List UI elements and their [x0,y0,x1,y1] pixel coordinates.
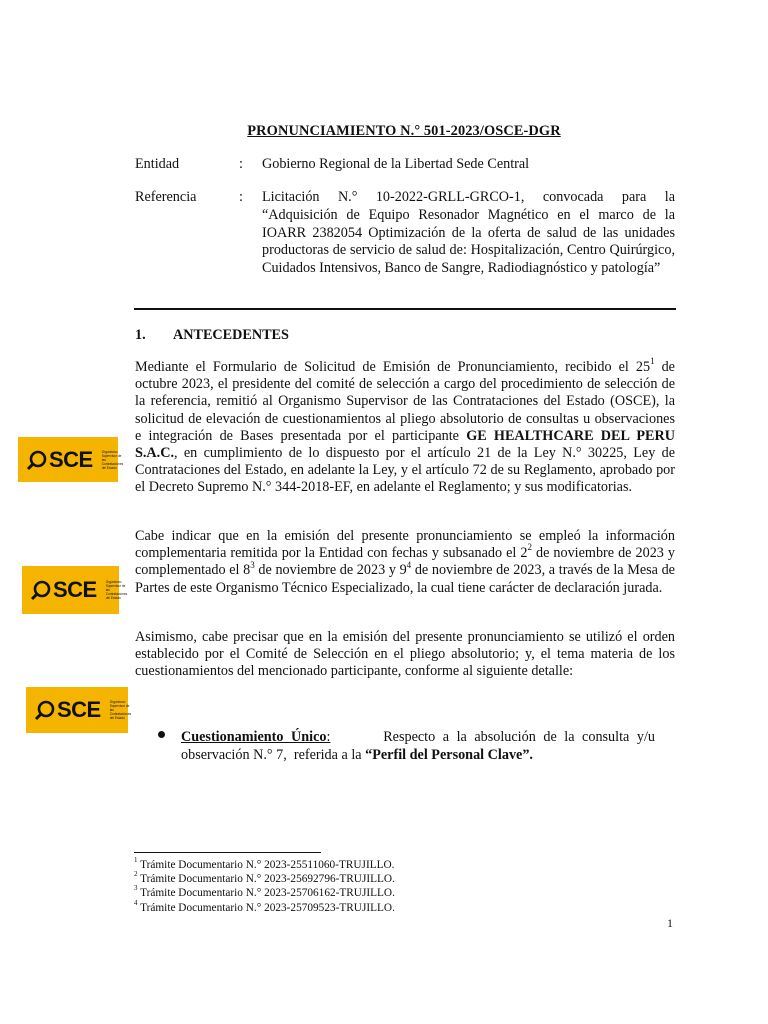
magnifier-icon [30,579,52,601]
osce-logo: SCE Organismo Supervisor de las Contrataciones del Estado [22,566,119,614]
referencia-value: Licitación N.° 10-2022-GRLL-GRCO-1, convocada para la “Adquisición de Equipo Resonador Magnético en el marco de la IOARR 2382054 Optimización de la oferta de salud de las unidades productoras de servicio de salud de: Hospitalización, Centro Quirúrgico, Cuidados Intensivos, Banco de Sangre, Radiodiagnóstico y patología” [262,189,675,277]
footnote-ref-4: 4 [406,559,412,570]
entidad-value: Gobierno Regional de la Libertad Sede Central [262,156,530,172]
footnote-ref-3: 3 [250,559,255,570]
footnote-4: $^4$ Trámite Documentario N.° 2023-25709523-TRUJILLO. [134,899,395,914]
magnifier-icon [34,699,56,721]
footnote-divider [134,852,321,853]
entidad-colon: : [239,156,243,172]
paragraph-antecedentes-1: Mediante el Formulario de Solicitud de Emisión de Pronunciamiento, recibido el $25^1$ de octubre 2023, el presidente del comité de selección a cargo del procedimiento de selección de la referencia, remitió al Organismo Supervisor de las Contrataciones del Estado (OSCE), la solicitud de elevación de cuestionamientos al pliego absolutorio de consultas u observaciones e integración de Bases presentada por el participante GE HEALTHCARE DEL PERU S.A.C., en cumplimiento de lo dispuesto por el artículo 21 de la Ley N.° 30225, Ley de Contrataciones del Estado, en adelante la Ley, y el artículo 72 de su Reglamento, aprobado por el Decreto Supremo N.° 344-2018-EF, en adelante el Reglamento; y sus modificatorias. [135,356,675,496]
bullet-topic: “Perfil del Personal Clave”. [365,747,533,763]
referencia-label: Referencia [135,189,197,205]
paragraph-antecedentes-3: Asimismo, cabe precisar que en la emisión del presente pronunciamiento se utilizó el orden establecido por el Comité de Selección en el pliego absolutorio; y, el tema materia de los cuestionamientos del mencionado participante, conforme al siguiente detalle: [135,629,675,680]
bullet-label: Cuestionamiento Único [181,729,327,745]
paragraph-antecedentes-2: Cabe indicar que en la emisión del presente pronunciamiento se empleó la información complementaria remitida por la Entidad con fechas y subsanado el $2^2$ de noviembre de 2023 y complementado el $8^3$ de noviembre de 2023 y $9^4$ de noviembre de 2023, a través de la Mesa de Partes de este Organismo Técnico Especializado, la cual tiene carácter de declaración jurada. [135,528,676,596]
footnote-2: $^2$ Trámite Documentario N.° 2023-25692796-TRUJILLO. [134,870,395,885]
osce-logo: SCE Organismo Supervisor de las Contrataciones del Estado [26,687,128,733]
osce-logo: SCE Organismo Supervisor de las Contrataciones del Estado [18,437,118,482]
page-number: 1 [667,916,673,930]
referencia-colon: : [239,189,243,205]
bullet-icon [158,731,165,738]
page-title: PRONUNCIAMIENTO N.° 501-2023/OSCE-DGR [247,123,561,139]
header-divider [134,308,676,310]
section-title: ANTECEDENTES [173,327,289,343]
footnote-ref-1: 1 [650,356,655,367]
participant-name: GE HEALTHCARE DEL PERU S.A.C. [135,427,675,462]
footnote-3: $^3$ Trámite Documentario N.° 2023-25706162-TRUJILLO. [134,884,395,899]
footnote-ref-2: 2 [527,542,532,553]
section-number: 1. [135,327,146,343]
entidad-label: Entidad [135,156,180,172]
bullet-item: Cuestionamiento Único: Respecto a la absolución de la consulta y/u observación N.° 7, referida a la “Perfil del Personal Clave”. [181,729,659,763]
footnote-1: $^1$ Trámite Documentario N.° 2023-25511060-TRUJILLO. [134,856,395,871]
magnifier-icon [26,449,48,471]
